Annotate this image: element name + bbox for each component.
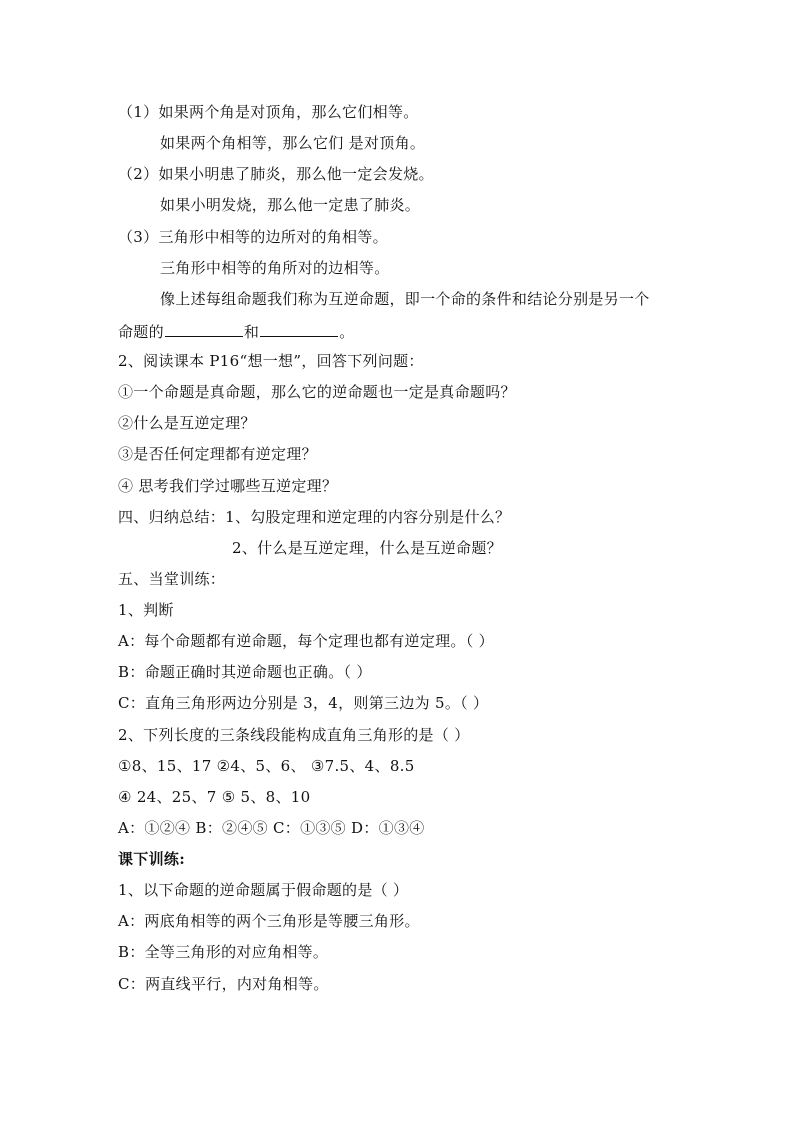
judge-item-a: A：每个命题都有逆命题，每个定理也都有逆定理。（ ）	[118, 632, 494, 650]
answer-blank-1[interactable]	[165, 320, 243, 337]
summary-item-2: 2、什么是互逆定理，什么是互逆命题？	[232, 539, 502, 557]
fill-suffix: 。	[339, 323, 355, 341]
example-3-converse: 三角形中相等的角所对的边相等。	[160, 259, 390, 277]
answer-blank-2[interactable]	[260, 320, 338, 337]
example-3-original: （3）三角形中相等的边所对的角相等。	[118, 228, 388, 246]
judge-item-c: C：直角三角形两边分别是 3，4，则第三边为 5。（ ）	[118, 694, 489, 712]
definition-paragraph: 像上述每组命题我们称为互逆命题，即一个命的条件和结论分别是另一个	[160, 290, 650, 308]
judge-heading: 1、判断	[118, 601, 174, 619]
example-1-converse: 如果两个角相等，那么它们 是对顶角。	[160, 134, 426, 152]
question-1: ①一个命题是真命题，那么它的逆命题也一定是真命题吗？	[118, 383, 516, 401]
question-2: ②什么是互逆定理？	[118, 414, 256, 432]
fill-connector: 和	[243, 323, 260, 341]
homework-item-c: C：两直线平行，内对角相等。	[118, 975, 329, 993]
homework-question: 1、以下命题的逆命题属于假命题的是（ ）	[118, 881, 409, 899]
homework-item-a: A：两底角相等的两个三角形是等腰三角形。	[118, 912, 420, 930]
homework-item-b: B：全等三角形的对应角相等。	[118, 943, 329, 961]
example-2-original: （2）如果小明患了肺炎，那么他一定会发烧。	[118, 165, 434, 183]
practice-heading: 五、当堂训练：	[118, 570, 226, 588]
example-2-converse: 如果小明发烧，那么他一定患了肺炎。	[160, 196, 421, 214]
judge-item-b: B：命题正确时其逆命题也正确。（ ）	[118, 663, 372, 681]
fill-prefix: 命题的	[118, 323, 164, 341]
choice-question: 2、下列长度的三条线段能构成直角三角形的是（ ）	[118, 726, 470, 744]
reading-task: 2、阅读课本 P16“想一想”，回答下列问题：	[118, 352, 424, 370]
question-4: ④ 思考我们学过哪些互逆定理？	[118, 477, 338, 495]
choice-options-row-1: ①8、15、17 ②4、5、6、 ③7.5、4、8.5	[118, 757, 415, 775]
question-3: ③是否任何定理都有逆定理？	[118, 445, 317, 463]
fill-in-blank-line	[118, 320, 355, 342]
choice-options-row-2: ④ 24、25、7 ⑤ 5、8、10	[118, 788, 311, 806]
homework-heading: 课下训练:	[118, 850, 186, 868]
example-1-original: （1）如果两个角是对顶角，那么它们相等。	[118, 103, 419, 121]
summary-heading: 四、归纳总结：1、勾股定理和逆定理的内容分别是什么？	[118, 508, 511, 526]
choice-answers: A：①②④ B：②④⑤ C：①③⑤ D：①③④	[118, 819, 425, 837]
